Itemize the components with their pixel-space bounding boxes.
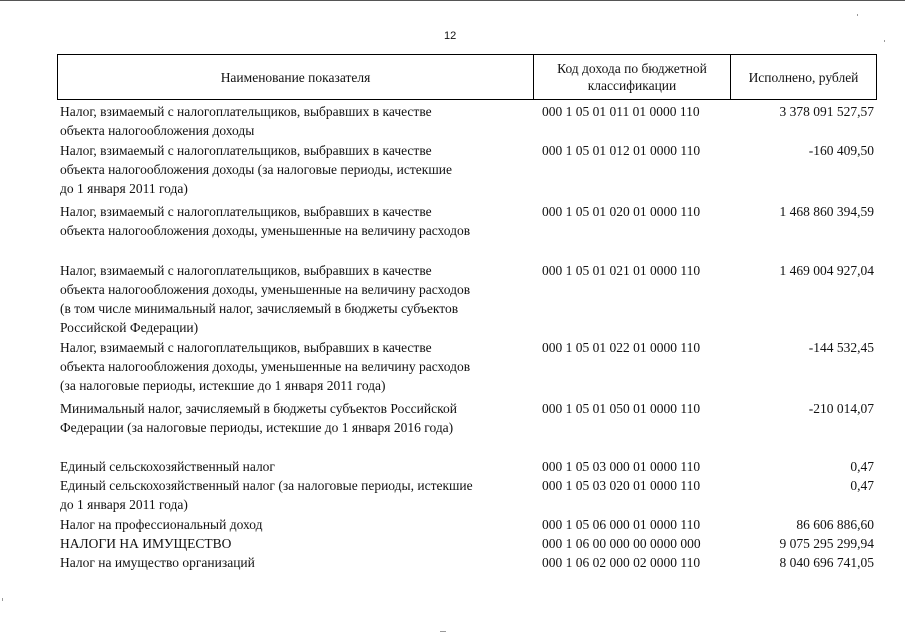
- row-value: 0,47: [850, 478, 874, 493]
- row-value: 1 469 004 927,04: [779, 263, 874, 278]
- row-value: 86 606 886,60: [796, 517, 874, 532]
- row-value: 0,47: [850, 459, 874, 474]
- header-code: Код дохода по бюджетной классификации: [534, 55, 731, 99]
- row-code: 000 1 06 02 000 02 0000 110: [542, 555, 701, 570]
- row-code: 000 1 05 03 020 01 0000 110: [542, 478, 701, 493]
- row-code: 000 1 05 01 012 01 0000 110: [542, 143, 701, 158]
- row-name: Налог на имущество организаций: [60, 555, 255, 570]
- row-name: Налог, взимаемый с налогоплательщиков, выбравших в качестве объекта налогообложения доходы (за налоговые периоды, истекшие до 1 января 2011 года): [60, 143, 452, 196]
- row-value: 1 468 860 394,59: [779, 204, 874, 219]
- row-code: 000 1 06 00 000 00 0000 000: [542, 536, 701, 551]
- header-name: Наименование показателя: [58, 55, 534, 99]
- row-name: Налог, взимаемый с налогоплательщиков, выбравших в качестве объекта налогообложения доходы, уменьшенные на величину расходов: [60, 204, 471, 238]
- scan-speck: [440, 631, 446, 632]
- row-value: 8 040 696 741,05: [779, 555, 874, 570]
- page-number: 12: [444, 30, 457, 42]
- row-name: НАЛОГИ НА ИМУЩЕСТВО: [60, 536, 232, 551]
- scan-speck: [2, 598, 3, 601]
- row-code: 000 1 05 01 011 01 0000 110: [542, 104, 700, 119]
- table-header: [57, 54, 877, 100]
- row-name: Налог на профессиональный доход: [60, 517, 263, 532]
- row-value: 9 075 295 299,94: [779, 536, 874, 551]
- scan-speck: [857, 14, 858, 16]
- row-name: Налог, взимаемый с налогоплательщиков, выбравших в качестве объекта налогообложения доходы, уменьшенные на величину расходов (в том числе минимальный налог, зачисляемый в бюджеты субъектов Российской Федерации): [60, 263, 471, 335]
- row-value: -144 532,45: [808, 340, 874, 355]
- row-code: 000 1 05 01 021 01 0000 110: [542, 263, 701, 278]
- header-value: Исполнено, рублей: [748, 69, 859, 85]
- row-name: Налог, взимаемый с налогоплательщиков, выбравших в качестве объекта налогообложения доходы: [60, 104, 432, 138]
- row-value: -160 409,50: [808, 143, 874, 158]
- row-name: Минимальный налог, зачисляемый в бюджеты субъектов Российской Федерации (за налоговые периоды, истекшие до 1 января 2016 года): [60, 401, 457, 435]
- row-name: Единый сельскохозяйственный налог: [60, 459, 275, 474]
- row-code: 000 1 05 01 022 01 0000 110: [542, 340, 701, 355]
- row-code: 000 1 05 01 050 01 0000 110: [542, 401, 701, 416]
- row-value: 3 378 091 527,57: [779, 104, 874, 119]
- row-code: 000 1 05 03 000 01 0000 110: [542, 459, 701, 474]
- scan-speck: [884, 40, 885, 42]
- row-name: Налог, взимаемый с налогоплательщиков, выбравших в качестве объекта налогообложения доходы, уменьшенные на величину расходов (за налоговые периоды, истекшие до 1 января 2011 года): [60, 340, 471, 393]
- scan-edge-line: [0, 0, 905, 1]
- row-code: 000 1 05 01 020 01 0000 110: [542, 204, 701, 219]
- row-name: Единый сельскохозяйственный налог (за налоговые периоды, истекшие до 1 января 2011 года): [60, 478, 473, 512]
- row-code: 000 1 05 06 000 01 0000 110: [542, 517, 701, 532]
- row-value: -210 014,07: [808, 401, 874, 416]
